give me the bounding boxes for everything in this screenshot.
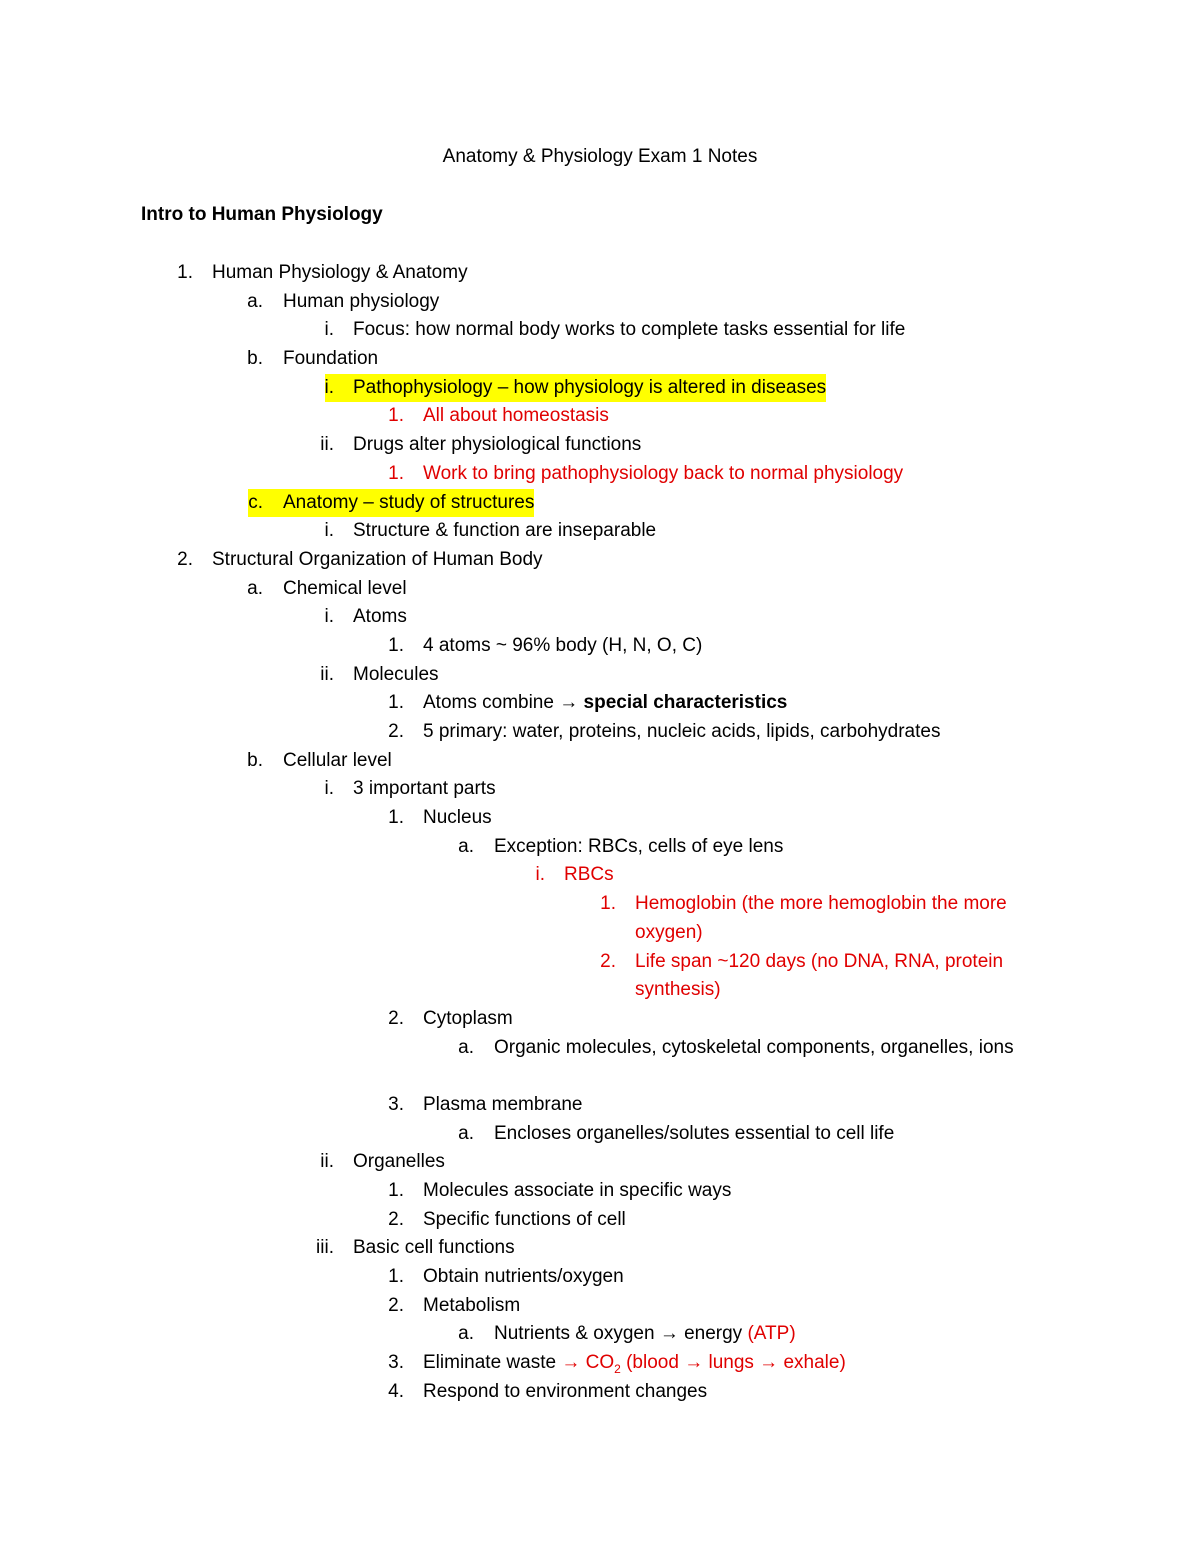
list-item-text <box>423 402 609 431</box>
list-item-text <box>423 460 903 489</box>
item-text: Nutrients & oxygen <box>494 1323 660 1345</box>
item-text: Specific functions of cell <box>423 1208 626 1230</box>
list-marker: i. <box>324 778 334 800</box>
list-marker: 1. <box>177 262 193 283</box>
item-text: RBCs <box>564 864 614 886</box>
outline-item <box>0 374 1200 403</box>
item-text: Atoms combine <box>423 692 560 714</box>
list-marker: a. <box>247 290 263 312</box>
list-marker: ii. <box>320 663 334 685</box>
bold-emphasis: special characteristics <box>583 692 788 714</box>
outline-item <box>0 460 1200 489</box>
list-item-text <box>353 775 496 804</box>
list-marker: 1. <box>388 634 404 656</box>
list-item-text <box>423 1206 626 1235</box>
item-text: Hemoglobin (the more hemoglobin the more oxygen) <box>635 893 1007 943</box>
list-item-text <box>423 1292 520 1321</box>
list-marker: 3. <box>388 1093 404 1115</box>
list-item-text <box>353 517 656 546</box>
list-item-text <box>283 575 407 604</box>
list-item-text <box>283 489 534 518</box>
list-marker: ii. <box>320 434 334 456</box>
list-marker: i. <box>324 319 334 341</box>
arrow-icon: → <box>684 1352 704 1374</box>
outline-item <box>0 575 1200 604</box>
outline-item <box>0 546 1200 575</box>
red-annotation: lungs <box>703 1352 760 1374</box>
outline-item <box>0 718 1200 747</box>
red-annotation: CO <box>580 1352 615 1374</box>
list-marker: i. <box>324 606 334 628</box>
list-item-text <box>353 316 905 345</box>
list-item-text <box>283 345 378 374</box>
outline-item <box>0 948 1200 1005</box>
item-text: Drugs alter physiological functions <box>353 434 642 456</box>
outline-item <box>0 661 1200 690</box>
outline-item <box>0 890 1200 947</box>
list-marker: 1. <box>388 1266 404 1288</box>
list-marker: a. <box>458 1122 474 1144</box>
list-item-text <box>635 890 1045 947</box>
list-item-text <box>423 1263 624 1292</box>
list-item-text <box>564 861 614 890</box>
list-marker: i. <box>535 864 545 886</box>
list-marker: iii. <box>316 1237 334 1259</box>
outline-item <box>0 632 1200 661</box>
outline-item <box>0 1206 1200 1235</box>
outline-item <box>0 431 1200 460</box>
list-item-text <box>212 546 543 575</box>
arrow-icon: → <box>561 1352 581 1374</box>
outline-item <box>0 402 1200 431</box>
list-item-text <box>494 1034 1054 1063</box>
outline-item <box>0 288 1200 317</box>
outline-item <box>0 1349 1200 1378</box>
item-text: 4 atoms ~ 96% body (H, N, O, C) <box>423 634 703 656</box>
subscript: 2 <box>614 1361 621 1376</box>
list-marker: b. <box>247 348 263 370</box>
item-text: Eliminate waste <box>423 1352 562 1374</box>
list-item-text <box>423 632 702 661</box>
list-item-text <box>423 689 787 718</box>
list-item-text <box>423 1378 707 1407</box>
outline-item <box>0 259 1200 288</box>
list-marker: 2. <box>388 1294 404 1316</box>
list-item-text <box>283 288 439 317</box>
list-marker: 1. <box>388 692 404 714</box>
item-text: Anatomy – study of structures <box>283 491 535 513</box>
list-item-text <box>353 1148 445 1177</box>
list-marker: a. <box>458 1036 474 1058</box>
list-item-text <box>212 259 468 288</box>
item-text: Pathophysiology – how physiology is altered in diseases <box>353 376 827 398</box>
list-marker: i. <box>324 520 334 542</box>
list-item-text <box>423 1177 731 1206</box>
item-text-continued: energy <box>678 1323 748 1345</box>
outline-item <box>0 1292 1200 1321</box>
outline-item <box>0 1120 1200 1149</box>
list-marker: 2. <box>388 721 404 742</box>
outline-list <box>0 259 1200 1407</box>
outline-item <box>0 345 1200 374</box>
outline-item <box>0 1263 1200 1292</box>
list-item-text <box>494 833 783 862</box>
document-title: Anatomy & Physiology Exam 1 Notes <box>442 146 758 167</box>
red-annotation: (ATP) <box>747 1323 796 1345</box>
outline-item <box>0 603 1200 632</box>
outline-item <box>0 1148 1200 1177</box>
item-text: Nucleus <box>423 807 492 829</box>
outline-item <box>0 1234 1200 1263</box>
item-text: Cellular level <box>283 749 392 771</box>
list-item-text <box>423 804 492 833</box>
list-item-text <box>353 603 407 632</box>
item-text: Respond to environment changes <box>423 1380 708 1402</box>
list-marker: 2. <box>177 548 193 570</box>
list-marker: 1. <box>388 1180 404 1202</box>
outline-item <box>0 1091 1200 1120</box>
item-text: Atoms <box>353 606 407 628</box>
outline-item <box>0 1005 1200 1034</box>
item-text: 3 important parts <box>353 778 496 800</box>
outline-item <box>0 517 1200 546</box>
list-marker: 2. <box>388 1007 404 1029</box>
item-text: Work to bring pathophysiology back to normal physiology <box>423 462 904 484</box>
outline-item <box>0 1320 1200 1349</box>
list-marker: 1. <box>388 405 404 427</box>
list-item-text <box>494 1320 796 1349</box>
item-text: All about homeostasis <box>423 405 609 427</box>
list-marker: a. <box>247 577 263 599</box>
item-text: Obtain nutrients/oxygen <box>423 1266 624 1288</box>
list-marker: c. <box>248 489 283 518</box>
list-item-text <box>423 1005 513 1034</box>
list-marker: 3. <box>388 1352 404 1374</box>
item-text: Life span ~120 days (no DNA, RNA, protein synthesis) <box>635 950 1004 1001</box>
list-marker: 1. <box>388 462 404 484</box>
list-item-text <box>635 948 1045 1005</box>
list-marker: a. <box>458 1323 474 1345</box>
arrow-icon: → <box>559 692 579 714</box>
list-marker: 4. <box>388 1380 404 1402</box>
item-text: Organelles <box>353 1151 445 1173</box>
outline-item <box>0 833 1200 862</box>
item-text: Structural Organization of Human Body <box>212 548 543 570</box>
list-item-text <box>423 1349 846 1378</box>
list-marker: 2. <box>600 950 616 972</box>
item-text: Chemical level <box>283 577 407 599</box>
outline-item <box>0 747 1200 776</box>
red-annotation: exhale) <box>778 1352 846 1374</box>
item-text: Focus: how normal body works to complete tasks essential for life <box>353 319 906 341</box>
outline-item <box>0 861 1200 890</box>
outline-item <box>0 1034 1200 1091</box>
outline-item <box>0 316 1200 345</box>
outline-item <box>0 689 1200 718</box>
list-marker: a. <box>458 835 474 857</box>
item-text: Exception: RBCs, cells of eye lens <box>494 835 784 857</box>
item-text: Encloses organelles/solutes essential to cell life <box>494 1122 895 1144</box>
item-text: Molecules associate in specific ways <box>423 1180 732 1202</box>
list-marker: 2. <box>388 1208 404 1230</box>
list-marker: 1. <box>600 893 616 915</box>
outline-item <box>0 804 1200 833</box>
list-marker: b. <box>247 749 263 771</box>
outline-item <box>0 775 1200 804</box>
item-text: Molecules <box>353 663 439 685</box>
item-text: Human Physiology & Anatomy <box>212 262 468 283</box>
list-marker: i. <box>325 374 354 403</box>
list-item-text <box>423 1091 582 1120</box>
item-text: Plasma membrane <box>423 1093 583 1115</box>
outline-item <box>0 489 1200 518</box>
list-marker: ii. <box>320 1151 334 1173</box>
section-heading: Intro to Human Physiology <box>141 204 383 225</box>
red-annotation: (blood <box>620 1352 685 1374</box>
list-item-text <box>283 747 392 776</box>
list-item-text <box>353 374 826 403</box>
arrow-icon: → <box>659 1323 679 1345</box>
outline-item <box>0 1378 1200 1407</box>
item-text: Human physiology <box>283 290 440 312</box>
item-text: Cytoplasm <box>423 1007 513 1029</box>
list-item-text <box>423 718 940 747</box>
item-text: Metabolism <box>423 1294 521 1316</box>
item-text: 5 primary: water, proteins, nucleic acids, lipids, carbohydrates <box>423 721 941 742</box>
list-item-text <box>353 661 439 690</box>
list-item-text <box>353 431 641 460</box>
item-text: Foundation <box>283 348 379 370</box>
item-text: Basic cell functions <box>353 1237 515 1259</box>
outline-item <box>0 1177 1200 1206</box>
item-text: Structure & function are inseparable <box>353 520 657 542</box>
list-item-text <box>353 1234 515 1263</box>
list-item-text <box>494 1120 894 1149</box>
list-marker: 1. <box>388 807 404 829</box>
item-text: Organic molecules, cytoskeletal components, organelles, ions <box>494 1036 1014 1058</box>
arrow-icon: → <box>759 1352 779 1374</box>
